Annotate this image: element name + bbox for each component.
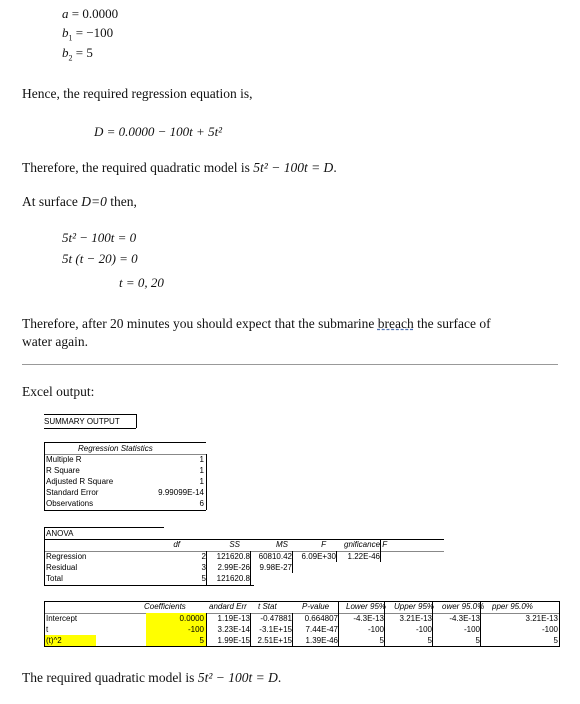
regstats-label: R Square [46, 466, 80, 475]
coef-row-label: (t)^2 [46, 636, 62, 645]
anova-header: gnificance F [344, 540, 388, 549]
anova-header: SS [229, 540, 240, 549]
hence-text: Hence, the required regression equation is, [22, 86, 253, 101]
regstats-value: 1 [199, 466, 204, 475]
regstats-label: Observations [46, 499, 94, 508]
regstats-value: 9.99099E-14 [158, 488, 204, 497]
regstats-value: 1 [199, 455, 204, 464]
conclusion-line-1: Therefore, after 20 minutes you should expect that the submarine breach the surface of [22, 316, 491, 331]
excel-heading: Excel output: [22, 384, 95, 399]
coef-header: andard Err [209, 602, 247, 611]
coef-a: a = 0.0000 [62, 6, 119, 21]
regstats-value: 6 [199, 499, 204, 508]
regstats-title: Regression Statistics [78, 444, 153, 453]
coef-b1: $b_1 = -100$ [62, 25, 114, 43]
coef-header: ower 95.0% [442, 602, 485, 611]
solve-step-1: 5t² − 100t = 0 [62, 230, 137, 245]
regstats-value: 1 [199, 477, 204, 486]
coef-header: t Stat [258, 602, 277, 611]
regstats-label: Standard Error [46, 488, 99, 497]
coef-header: Upper 95% [394, 602, 435, 611]
coef-row-label: t [46, 625, 49, 634]
coef-header: pper 95.0% [492, 602, 533, 611]
excel-output: SUMMARY OUTPUT Regression Statistics Multiple R 1 R Square 1 Adjusted R Square 1 Standard Error 9.99099E-14 Observations 6 ANOVA df SS MS F gnificance F Regression 2 121620.8 60810.42 6.09E+30 1.22E-46 Residual 3 2.99E-26 9.98E-27 Total 5 121620.8 Coefficients andard Err t Stat P-value Lower 95% Upper 95% ower 95.0% pper 95.0% Intercept 0.0000 1.19E-13 -0.47881 0.664807 -4.3E-13 3.21E-13 -4.3E-13 3.21E-13 t -100 3.23E-14 -3.1E+15 7.44E-47 -100 -100 -100 -100 (t)^2 5 1.99E-15 2.51E+15 1.39E-46 5 5 5 5 [44, 414, 560, 654]
anova-row-label: Total [46, 574, 63, 583]
regstats-label: Multiple R [46, 455, 82, 464]
solve-step-3: t = 0, 20 [119, 275, 164, 290]
coef-row-label: Intercept [46, 614, 78, 623]
summary-title: SUMMARY OUTPUT [44, 417, 120, 426]
anova-row-label: Residual [46, 563, 78, 572]
conclusion-line-2: water again. [22, 334, 88, 349]
coef-b2: $b_2 = 5$ [62, 45, 93, 63]
anova-header: MS [276, 540, 288, 549]
anova-row-label: Regression [46, 552, 87, 561]
regstats-label: Adjusted R Square [46, 477, 114, 486]
coef-header: P-value [302, 602, 330, 611]
final-line: The required quadratic model is 5t² − 100t = D. [22, 670, 282, 685]
anova-header: F [321, 540, 326, 549]
coef-header: Coefficients [144, 602, 186, 611]
anova-title: ANOVA [46, 529, 74, 538]
regression-equation: D = 0.0000 − 100t + 5t² [94, 124, 223, 139]
therefore-line: Therefore, the required quadratic model is 5t² − 100t = D. [22, 160, 337, 175]
solve-step-2: 5t (t − 20) = 0 [62, 251, 138, 266]
coef-header: Lower 95% [346, 602, 387, 611]
divider [22, 364, 558, 365]
surface-line: At surface D=0 then, [22, 194, 137, 209]
anova-header: df [173, 540, 180, 549]
